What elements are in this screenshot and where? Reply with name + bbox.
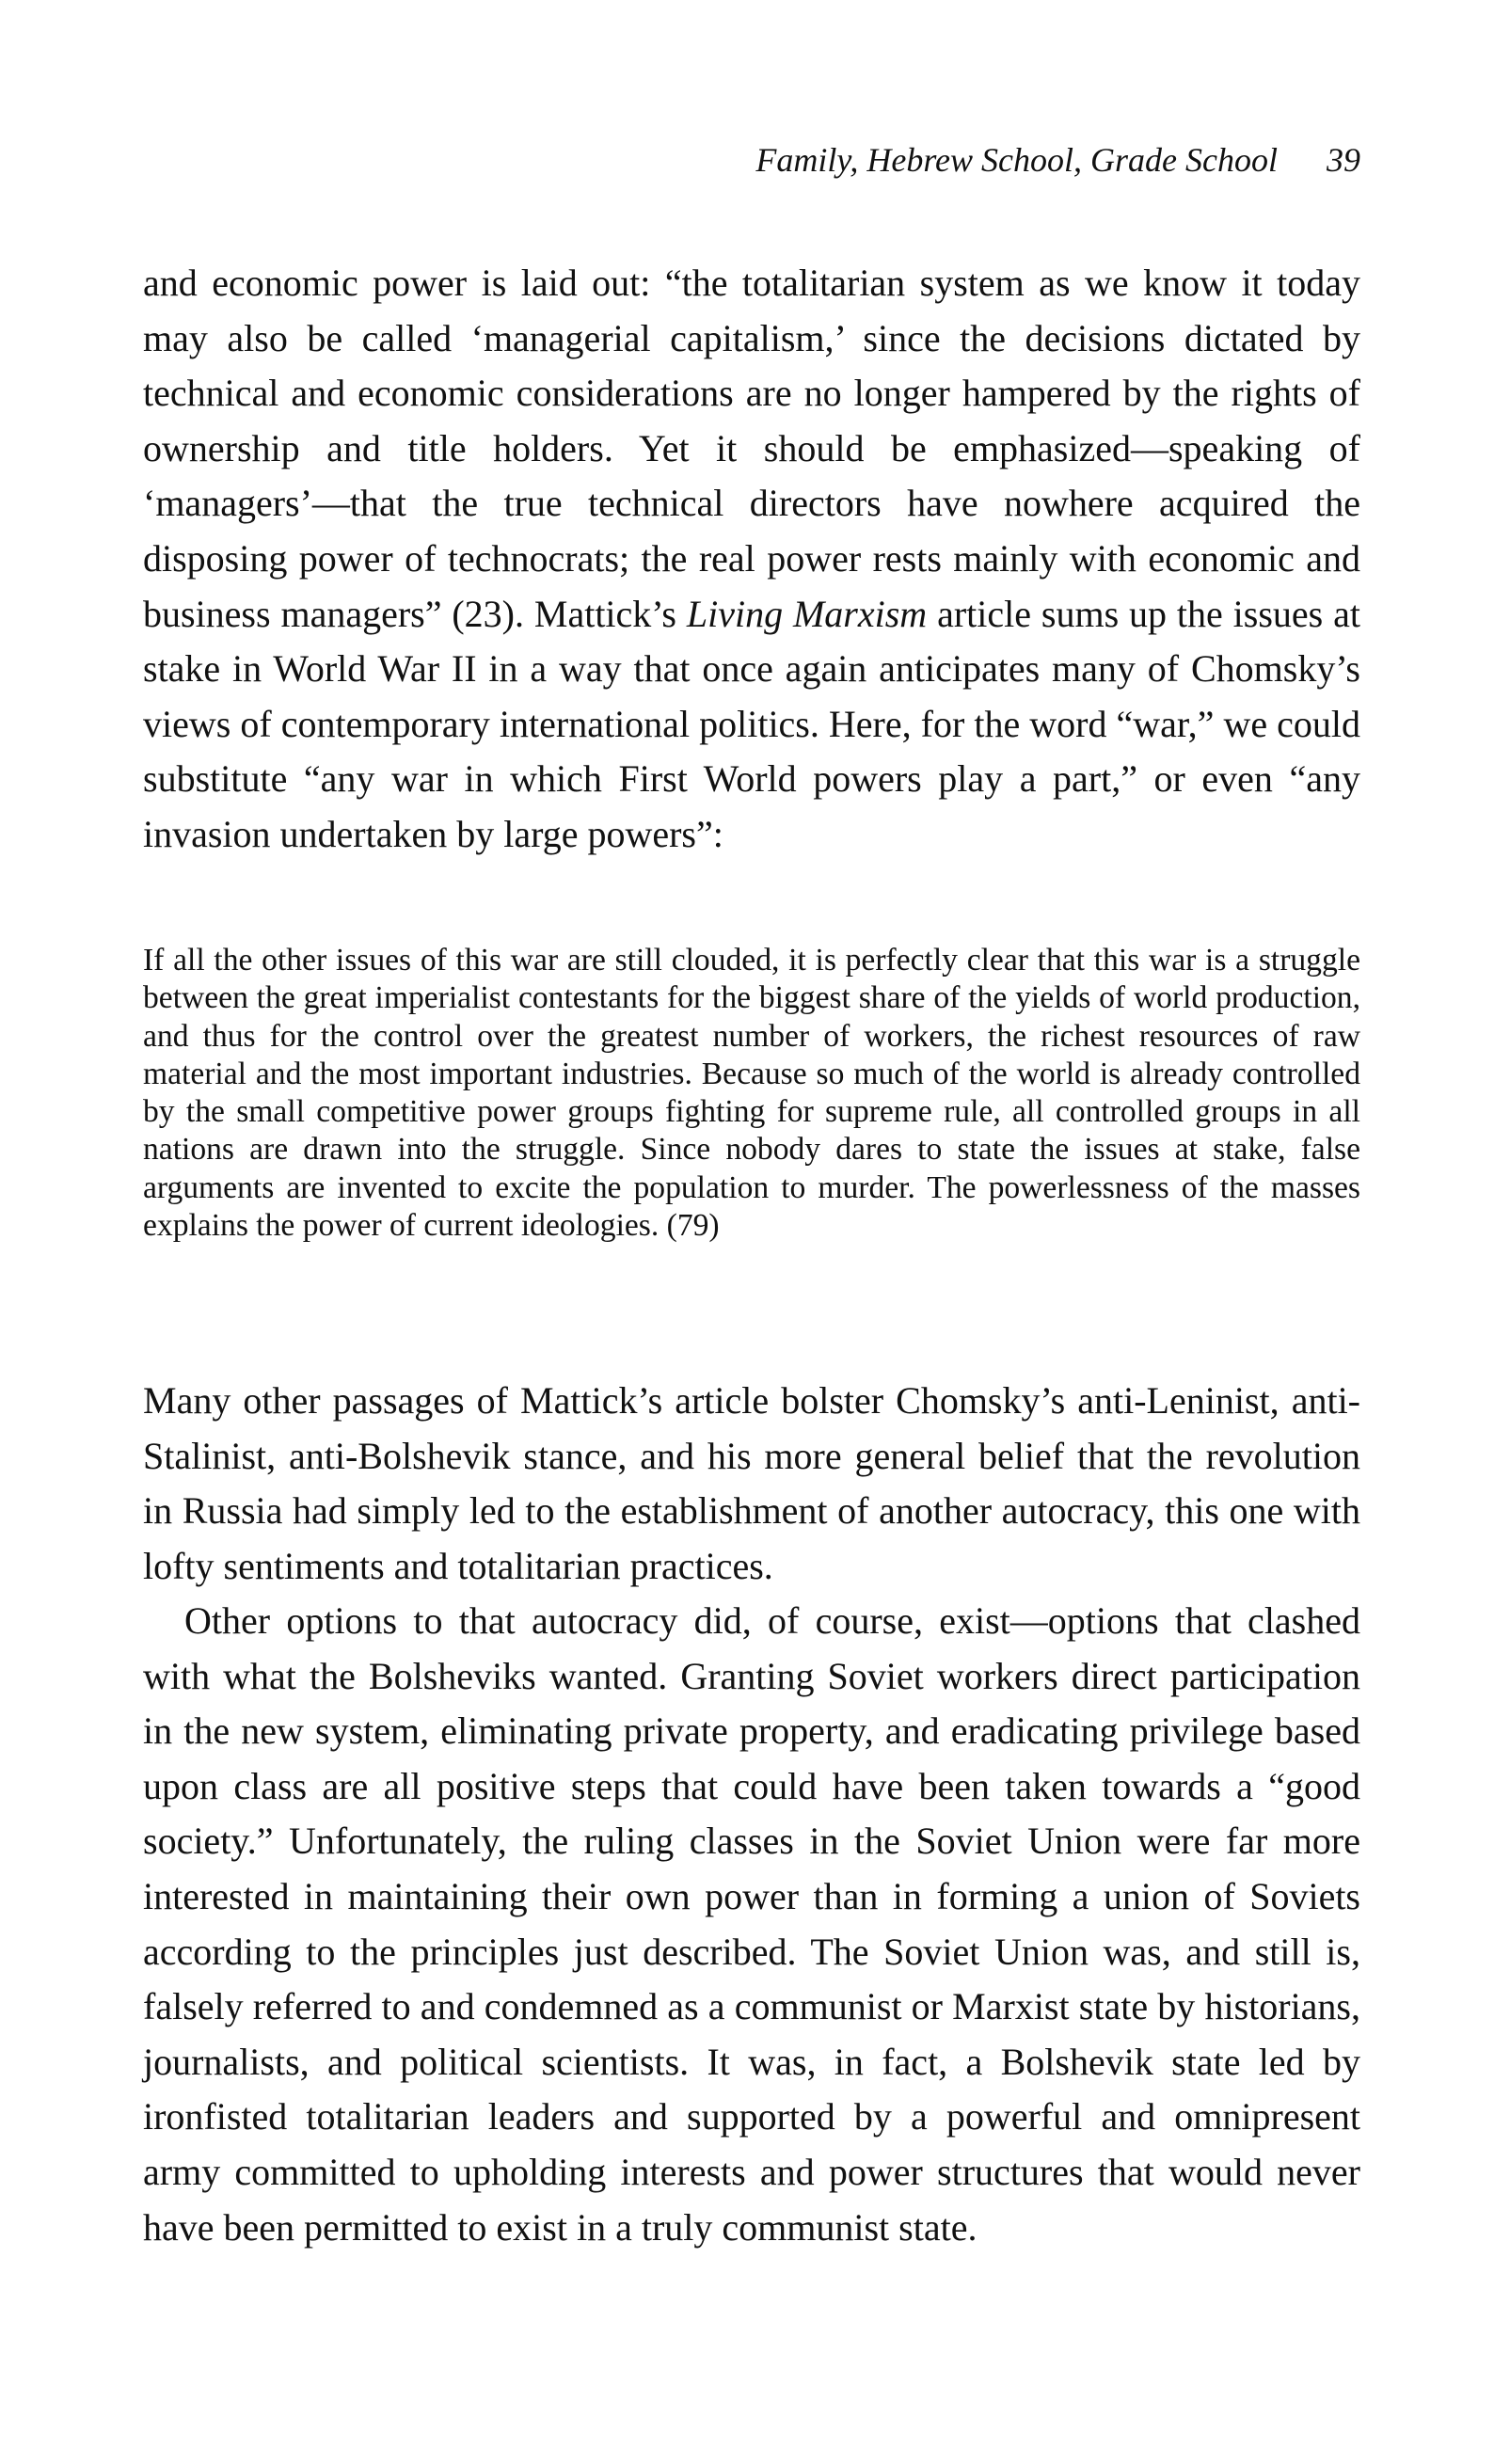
paragraph-indented: Other options to that autocracy did, of course, exist—options that clashed with what the Bolsheviks wanted. Granting Soviet workers direct participation in the new system, eliminating private property, and eradicating privilege based upon class are all positive steps that could have been taken towards a “good society.” Unfortunately, the ruling classes in the Soviet Union were far more interested in maintaining their own power than in forming a union of Soviets according to the principles just described. The Soviet Union was, and still is, falsely referred to and condemned as a communist or Marxist state by historians, journalists, and political scientists. It was, in fact, a Bolshevik state led by ironfisted totalitarian leaders and supported by a powerful and omnipresent army committed to upholding interests and power structures that would never have been permitted to exist in a truly communist state. [143, 1599, 1360, 2249]
block-quote: If all the other issues of this war are still clouded, it is perfectly clear that this war is a struggle between the great imperialist contestants for the biggest share of the yields of world production, and thus for the control over the greatest number of workers, the richest resources of raw material and the most important industries. Because so much of the world is already controlled by the small competitive power groups fighting for supreme rule, all controlled groups in all nations are drawn into the struggle. Since nobody dares to state the issues at stake, false arguments are invented to excite the population to murder. The powerlessness of the masses explains the power of current ideologies. (79) [143, 943, 1360, 1244]
paragraph-continued [143, 256, 1360, 863]
paragraph-text-after: article sums up the issues at stake in World War II in a way that once again anticipates many of Chomsky’s views of contemporary international politics. Here, for the word “war,” we could substitute “any war in which First World powers play a part,” or even “any invasion undertaken by large powers”: [143, 592, 1360, 855]
page-number: 39 [1327, 141, 1360, 179]
journal-title: Living Marxism [686, 592, 928, 635]
paragraph-text-before: and economic power is laid out: “the totalitarian system as we know it today may also be called ‘managerial capitalism,’ since the decisions dictated by technical and economic considerations are no longer hampered by the rights of ownership and title holders. Yet it should be emphasized—speaking of ‘managers’—that the true technical directors have nowhere acquired the disposing power of technocrats; the real power rests mainly with economic and business managers” (23). Mattick’s [143, 262, 1360, 635]
running-title: Family, Hebrew School, Grade School [755, 141, 1278, 179]
running-head [143, 136, 1360, 183]
paragraph-after-quote: Many other passages of Mattick’s article bolster Chomsky’s anti-Leninist, anti-Stalinist, anti-Bolshevik stance, and his more general belief that the revolution in Russia had simply led to the establishment of another autocracy, this one with lofty sentiments and totalitarian practices. [143, 1379, 1360, 1587]
